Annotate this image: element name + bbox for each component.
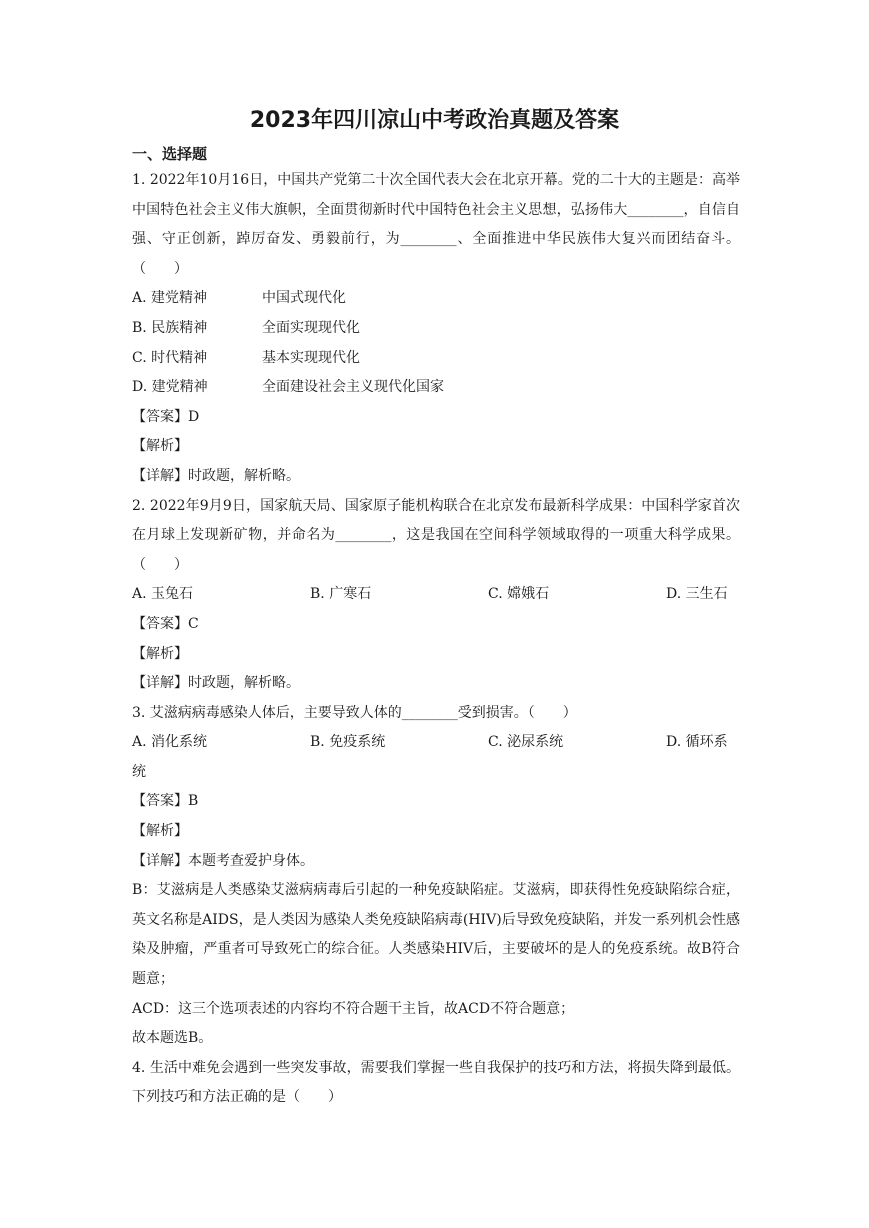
question-1-option-d: D. 建党精神 全面建设社会主义现代化国家 bbox=[132, 379, 444, 396]
section-heading: 一、选择题 bbox=[132, 145, 208, 163]
question-1-answer: 【答案】D bbox=[132, 408, 200, 425]
question-2-options bbox=[132, 580, 740, 610]
question-1-analysis: 【解析】 bbox=[132, 438, 188, 455]
question-1-option-b: B. 民族精神 全面实现现代化 bbox=[132, 319, 360, 336]
question-3-analysis: 【解析】 bbox=[132, 823, 188, 840]
question-2-stem: 2. 2022年9月9日，国家航天局、国家原子能机构联合在北京发布最新科学成果：中国科学家首次在月球上发现新矿物，并命名为________，这是我国在空间科学领域取得的一项重大科学成果。（ ） bbox=[132, 497, 740, 573]
question-2-detail: 【详解】时政题，解析略。 bbox=[132, 675, 300, 692]
question-2-option-a: A. 玉兔石 bbox=[132, 586, 194, 603]
question-3-option-a: A. 消化系统 bbox=[132, 734, 208, 751]
question-3-option-d-wrap: 统 bbox=[132, 763, 146, 780]
question-3-explain-b: B：艾滋病是人类感染艾滋病病毒后引起的一种免疫缺陷症。艾滋病，即获得性免疫缺陷综合症，英文名称是AIDS，是人类因为感染人类免疫缺陷病毒(HIV)后导致免疫缺陷，并发一系列机会性感染及肿瘤，严重者可导致死亡的综合征。人类感染HIV后，主要破坏的是人的免疫系统。故B符合题意； bbox=[132, 882, 740, 988]
question-2-option-d: D. 三生石 bbox=[666, 586, 728, 603]
question-2-option-b: B. 广寒石 bbox=[310, 586, 372, 603]
document-title: 2023年四川凉山中考政治真题及答案 bbox=[249, 108, 620, 133]
question-3-option-c: C. 泌尿系统 bbox=[488, 734, 564, 751]
question-1-detail: 【详解】时政题，解析略。 bbox=[132, 467, 300, 484]
question-3-options bbox=[132, 728, 740, 758]
question-4-stem: 4. 生活中难免会遇到一些突发事故，需要我们掌握一些自我保护的技巧和方法，将损失降到最低。下列技巧和方法正确的是（ ） bbox=[132, 1059, 740, 1106]
question-2-option-c: C. 嫦娥石 bbox=[488, 586, 550, 603]
question-3-answer: 【答案】B bbox=[132, 793, 199, 810]
question-3-option-b: B. 免疫系统 bbox=[310, 734, 386, 751]
question-1-stem: 1. 2022年10月16日，中国共产党第二十次全国代表大会在北京开幕。党的二十大的主题是：高举中国特色社会主义伟大旗帜，全面贯彻新时代中国特色社会主义思想，弘扬伟大________，自信自强、守正创新，踔厉奋发、勇毅前行，为________、全面推进中华民族伟大复兴而团结奋斗。（ ） bbox=[132, 172, 740, 277]
question-3-explain-acd: ACD：这三个选项表述的内容均不符合题干主旨，故ACD不符合题意； bbox=[132, 1000, 575, 1017]
question-3-option-d: D. 循环系 bbox=[666, 734, 728, 751]
question-3-detail: 【详解】本题考查爱护身体。 bbox=[132, 852, 314, 869]
document-body bbox=[132, 166, 740, 1113]
question-3-conclusion: 故本题选B。 bbox=[132, 1030, 213, 1047]
question-2-analysis: 【解析】 bbox=[132, 645, 188, 662]
question-1-option-c: C. 时代精神 基本实现现代化 bbox=[132, 349, 360, 366]
question-1-option-a: A. 建党精神 中国式现代化 bbox=[132, 290, 346, 307]
question-3-stem: 3. 艾滋病病毒感染人体后，主要导致人体的________受到损害。（ ） bbox=[132, 704, 577, 721]
question-2-answer: 【答案】C bbox=[132, 615, 199, 632]
